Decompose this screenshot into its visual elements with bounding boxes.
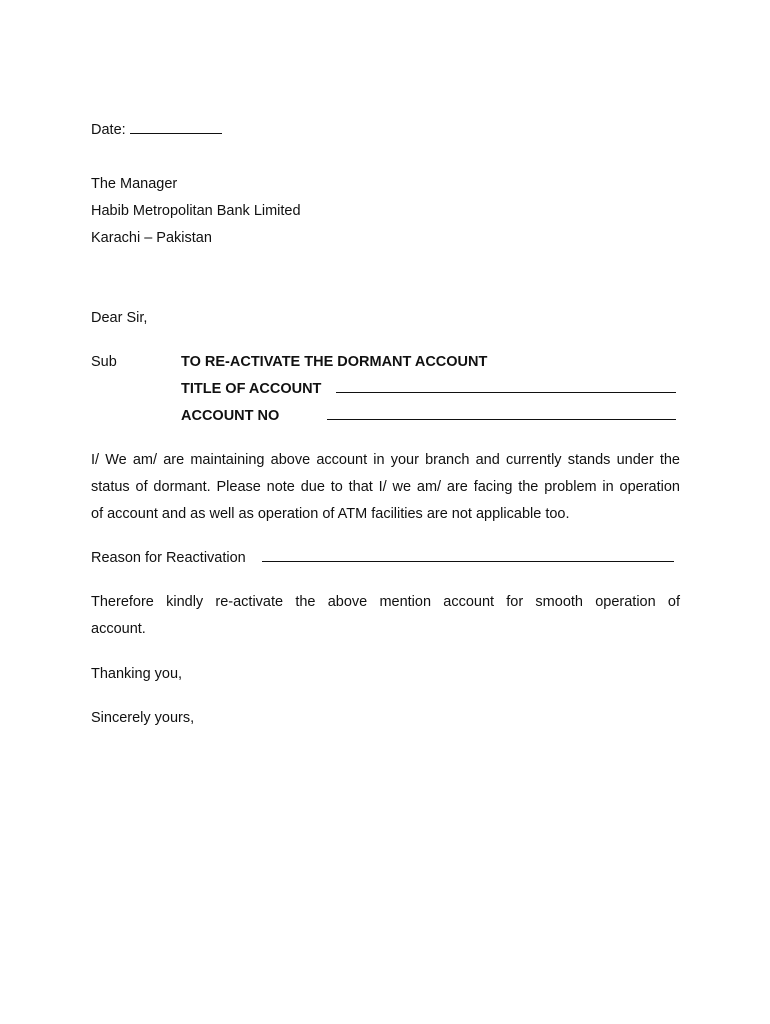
account-no-blank-line[interactable] [327, 419, 676, 420]
salutation: Dear Sir, [91, 310, 148, 326]
closing-signoff: Sincerely yours, [91, 710, 195, 726]
body-paragraph-2 [91, 589, 680, 643]
closing-thanks: Thanking you, [91, 666, 183, 682]
paragraph-1-line: status of dormant. Please note due to that I/ we am/ are facing the problem in operation [91, 479, 680, 495]
reason-label: Reason for Reactivation [91, 550, 246, 566]
paragraph-1-line: of account and as well as operation of ATM facilities are not applicable too. [91, 506, 570, 522]
date-label: Date: [91, 122, 126, 138]
paragraph-1-line: I/ We am/ are maintaining above account in your branch and currently stands under the [91, 452, 680, 468]
paragraph-2-line: Therefore kindly re-activate the above mention account for smooth operation of [91, 594, 680, 610]
reason-blank-line[interactable] [262, 561, 674, 562]
recipient-title: The Manager [91, 176, 178, 192]
subject-prefix: Sub [91, 354, 117, 370]
account-no-label: ACCOUNT NO [181, 408, 280, 424]
body-paragraph-1 [91, 447, 680, 528]
account-title-label: TITLE OF ACCOUNT [181, 381, 322, 397]
account-title-blank-line[interactable] [336, 392, 676, 393]
date-blank-line[interactable] [130, 133, 222, 134]
recipient-bank: Habib Metropolitan Bank Limited [91, 203, 301, 219]
subject-title: TO RE-ACTIVATE THE DORMANT ACCOUNT [181, 354, 488, 370]
recipient-city: Karachi – Pakistan [91, 230, 212, 246]
paragraph-2-line: account. [91, 621, 146, 637]
